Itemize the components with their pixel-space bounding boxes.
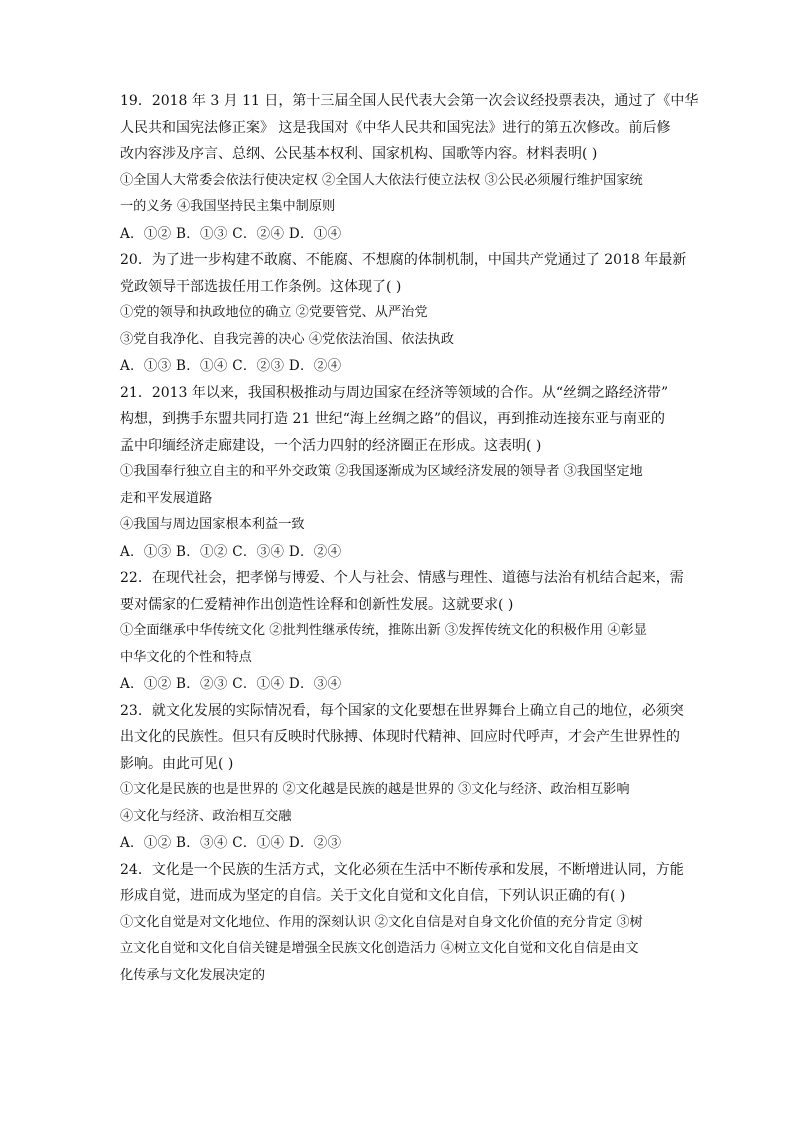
question-stem-line: 23．就文化发展的实际情况看，每个国家的文化要想在世界舞台上确立自己的地位，必须突 (120, 702, 684, 719)
question-stem-line: 出文化的民族性。但只有反映时代脉搏、体现时代精神、回应时代呼声，才会产生世界性的 (120, 729, 680, 745)
question-stem-line: 22．在现代社会，把孝悌与博爱、个人与社会、情感与理性、道德与法治有机结合起来，需 (120, 570, 684, 586)
question-stem-line: 形成自觉，进而成为坚定的自信。关于文化自觉和文化自信，下列认识正确的有( ) (120, 888, 626, 904)
question-options-line: 走和平发展道路 (120, 490, 213, 506)
question-options-line: ①全国人大常委会依法行使决定权 ②全国人大依法行使立法权 ③公民必须履行维护国家统 (120, 172, 643, 188)
question-stem-line: 人民共和国宪法修正案》 这是我国对《中华人民共和国宪法》进行的第五次修改。前后修 (120, 119, 671, 136)
question-options-line: ①文化是民族的也是世界的 ②文化越是民族的越是世界的 ③文化与经济、政治相互影响 (120, 782, 630, 797)
question-21 (120, 380, 676, 566)
question-22 (120, 565, 684, 698)
question-options-line: ①全面继承中华传统文化 ②批判性继承传统，推陈出新 ③发挥传统文化的积极作用 ④彰显 (120, 623, 647, 638)
answer-choices: A．①③ B．①② C．③④ D．②④ (120, 543, 342, 560)
question-options-line: 化传承与文化发展决定的 (120, 967, 266, 983)
question-19 (120, 88, 699, 247)
question-stem-line: 20．为了进一步构建不敢腐、不能腐、不想腐的体制机制，中国共产党通过了 2018 年最新 (120, 252, 687, 268)
question-stem-line: 改内容涉及序言、总纲、公民基本权利、国家机构、国歌等内容。材料表明( ) (120, 146, 598, 162)
question-options-line: 立文化自觉和文化自信关键是增强全民族文化创造活力 ④树立文化自觉和文化自信是由文 (120, 941, 639, 956)
question-stem-line: 影响。由此可见( ) (120, 755, 234, 772)
question-23 (120, 698, 684, 857)
question-options-line: ④我国与周边国家根本利益一致 (120, 517, 305, 532)
answer-choices: A．①③ B．①④ C．②③ D．②④ (120, 358, 342, 374)
answer-choices: A．①② B．③④ C．①④ D．②③ (120, 835, 342, 851)
exam-page (120, 88, 699, 989)
answer-choices: A．①② B．②③ C．①④ D．③④ (120, 676, 342, 692)
question-stem-line: 要对儒家的仁爱精神作出创造性诠释和创新性发展。这就要求( ) (120, 596, 514, 613)
question-24 (120, 857, 684, 990)
question-stem-line: 党政领导干部选拔任用工作条例。这体现了( ) (120, 278, 402, 295)
question-20 (120, 247, 687, 380)
question-stem-line: 19．2018 年 3 月 11 日，第十三届全国人民代表大会第一次会议经投票表决，通过了《中华 (120, 93, 699, 109)
question-options-line: ④文化与经济、政治相互交融 (120, 808, 292, 824)
question-options-line: ①我国奉行独立自主的和平外交政策 ②我国逐渐成为区域经济发展的领导者 ③我国坚定地 (120, 464, 643, 479)
question-stem-line: 24．文化是一个民族的生活方式，文化必须在生活中不断传承和发展，不断增进认同，方能 (120, 861, 684, 878)
question-options-line: 一的义务 ④我国坚持民主集中制原则 (120, 199, 336, 214)
question-options-line: ③党自我净化、自我完善的决心 ④党依法治国、依法执政 (120, 331, 454, 347)
answer-choices: A．①② B．①③ C．②④ D．①④ (120, 225, 342, 242)
question-stem-line: 21．2013 年以来，我国积极推动与周边国家在经济等领域的合作。从“丝绸之路经济带” (120, 384, 669, 401)
question-options-line: ①党的领导和执政地位的确立 ②党要管党、从严治党 (120, 305, 428, 320)
question-stem-line: 孟中印缅经济走廊建设，一个活力四射的经济圈正在形成。这表明( ) (120, 437, 542, 454)
question-options-line: 中华文化的个性和特点 (120, 649, 252, 665)
question-stem-line: 构想，到携手东盟共同打造 21 世纪“海上丝绸之路”的倡议，再到推动连接东亚与南亚的 (120, 411, 666, 427)
question-options-line: ①文化自觉是对文化地位、作用的深刻认识 ②文化自信是对自身文化价值的充分肯定 ③树 (120, 914, 643, 930)
